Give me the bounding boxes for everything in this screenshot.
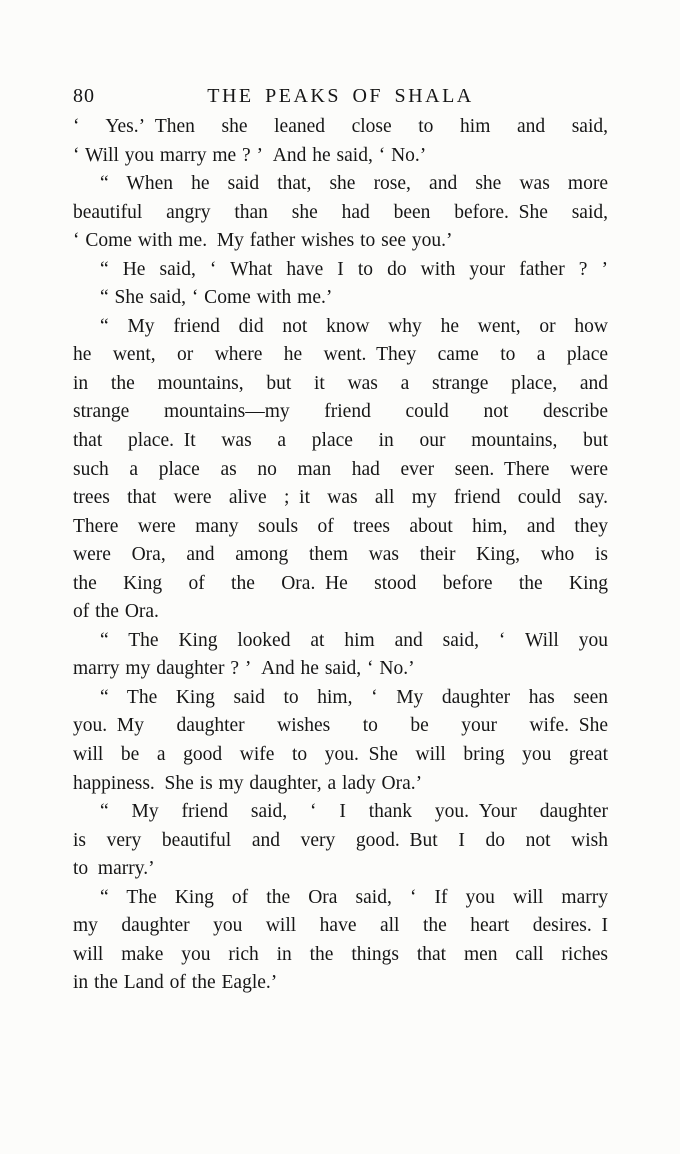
text-line: trees that were alive ; it was all my friend could say. — [73, 487, 608, 509]
paragraph — [73, 113, 608, 170]
text-line: “ When he said that, she rose, and she was more — [100, 173, 608, 195]
paragraph — [73, 627, 608, 684]
text-line: the King of the Ora. He stood before the King — [73, 572, 608, 594]
page-number: 80 — [73, 85, 95, 107]
text-line: were Ora, and among them was their King, who is — [73, 544, 608, 566]
text-line: “ He said, ‘ What have I to do with your father ? ’ — [100, 258, 608, 280]
text-line: will make you rich in the things that men call riches — [73, 943, 608, 965]
text-line: “ My friend did not know why he went, or how — [100, 315, 608, 337]
text-line: such a place as no man had ever seen. There were — [73, 458, 608, 480]
text-line: “ She said, ‘ Come with me.’ — [100, 287, 333, 309]
text-line: that place. It was a place in our mountains, but — [73, 430, 608, 452]
text-line: in the Land of the Eagle.’ — [73, 972, 278, 994]
text-line: marry my daughter ? ’ And he said, ‘ No.’ — [73, 658, 415, 680]
paragraph — [73, 256, 608, 285]
paragraph — [73, 798, 608, 884]
paragraph — [73, 284, 608, 313]
text-line: in the mountains, but it was a strange place, and — [73, 372, 608, 394]
text-line: of the Ora. — [73, 601, 159, 623]
body-text — [73, 113, 608, 998]
text-line: “ My friend said, ‘ I thank you. Your daughter — [100, 801, 608, 823]
text-line: my daughter you will have all the heart desires. I — [73, 915, 608, 937]
text-line: you. My daughter wishes to be your wife. She — [73, 715, 608, 737]
text-line: There were many souls of trees about him, and they — [73, 515, 608, 537]
text-line: ‘ Yes.’ Then she leaned close to him and said, — [73, 116, 608, 137]
text-line: “ The King said to him, ‘ My daughter has seen — [100, 686, 608, 708]
paragraph — [73, 884, 608, 998]
running-title: THE PEAKS OF SHALA — [207, 85, 474, 107]
text-line: ‘ Come with me. My father wishes to see you.’ — [73, 230, 453, 252]
text-line: beautiful angry than she had been before. She said, — [73, 201, 608, 223]
text-block — [73, 84, 608, 998]
text-line: happiness. She is my daughter, a lady Ora.’ — [73, 772, 423, 794]
paragraph — [73, 170, 608, 256]
page-header — [73, 84, 608, 108]
text-line: he went, or where he went. They came to a place — [73, 344, 608, 366]
text-line: “ The King of the Ora said, ‘ If you will marry — [100, 886, 608, 908]
text-line: strange mountains—my friend could not describe — [73, 401, 608, 423]
text-line: “ The King looked at him and said, ‘ Will you — [100, 629, 608, 651]
text-line: ‘ Will you marry me ? ’ And he said, ‘ No.’ — [73, 144, 427, 166]
text-line: is very beautiful and very good. But I do not wish — [73, 829, 608, 851]
paragraph — [73, 684, 608, 798]
paragraph — [73, 313, 608, 627]
text-line: to marry.’ — [73, 858, 155, 880]
text-line: will be a good wife to you. She will bring you great — [73, 744, 608, 766]
